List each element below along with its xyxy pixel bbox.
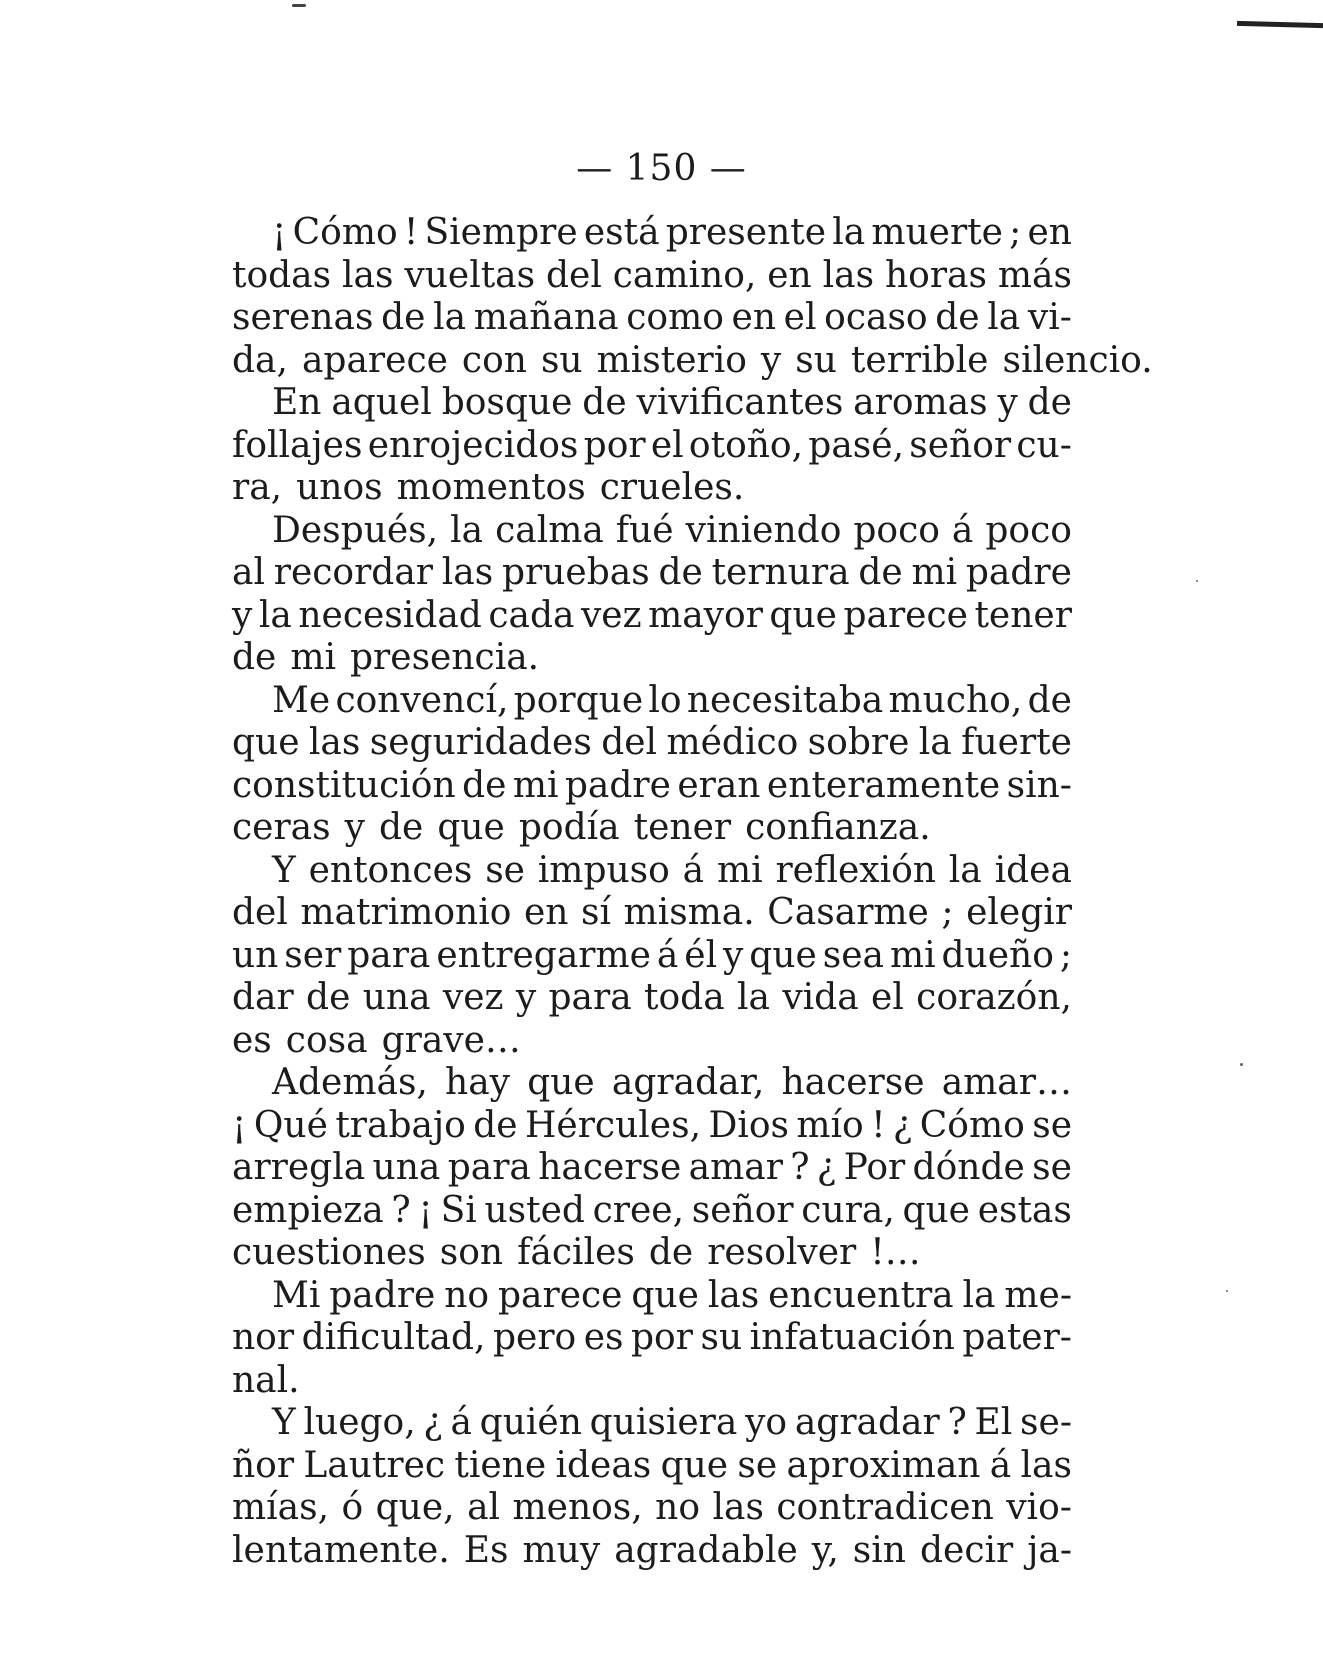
page-number: — 150 — (576, 148, 747, 189)
text-line: Y luego, ¿ á quién quisiera yo agradar ? El se- (272, 1402, 1072, 1443)
text-line: Mi padre no parece que las encuentra la me- (272, 1274, 1072, 1316)
ink-speck (1196, 580, 1198, 582)
text-line: ¡ Cómo ! Siempre está presente la muerte ; en (272, 212, 1072, 253)
text-line: mías, ó que, al menos, no las contradicen vio- (232, 1487, 1072, 1528)
text-line: dar de una vez y para toda la vida el corazón, (232, 977, 1072, 1018)
text-line: lentamente. Es muy agradable y, sin decir ja- (232, 1529, 1072, 1571)
text-line: ceras y de que podía tener confianza. (232, 807, 931, 848)
paragraph (232, 1402, 1072, 1572)
paragraph (232, 680, 1072, 850)
paragraph (232, 850, 1072, 1063)
text-line: Me convencí, porque lo necesitaba mucho, de (272, 679, 1072, 721)
text-line: da, aparece con su misterio y su terrible silencio. (232, 339, 1153, 381)
paragraph (232, 382, 1072, 510)
body-text (232, 212, 1153, 1572)
text-line: arregla una para hacerse amar ? ¿ Por dónde se (232, 1147, 1072, 1188)
text-line: Además, hay que agradar, hacerse amar… (272, 1062, 1072, 1103)
text-line: es cosa grave… (232, 1019, 521, 1061)
text-line: nor dificultad, pero es por su infatuación pater- (232, 1317, 1072, 1358)
ink-speck (1240, 1063, 1243, 1066)
text-line: ñor Lautrec tiene ideas que se aproximan á las (232, 1444, 1072, 1486)
text-line: nal. (232, 1359, 300, 1401)
text-line: de mi presencia. (232, 637, 540, 678)
text-line: cuestiones son fáciles de resolver !… (232, 1232, 921, 1273)
text-line: ¡ Qué trabajo de Hércules, Dios mío ! ¿ Cómo se (232, 1104, 1072, 1146)
page-edge-mark (1237, 21, 1323, 28)
text-line: ra, unos momentos crueles. (232, 467, 745, 508)
text-line: un ser para entregarme á él y que sea mi dueño ; (232, 934, 1072, 976)
paragraph (232, 510, 1072, 680)
text-line: follajes enrojecidos por el otoño, pasé, señor cu- (232, 424, 1072, 466)
text-line: al recordar las pruebas de ternura de mi padre (232, 552, 1072, 593)
paragraph (232, 1275, 1072, 1403)
text-line: En aquel bosque de vivificantes aromas y de (272, 382, 1072, 423)
text-line: todas las vueltas del camino, en las horas más (232, 254, 1072, 296)
text-line: constitución de mi padre eran enteramente sin- (232, 764, 1072, 806)
text-line: serenas de la mañana como en el ocaso de la vi- (232, 297, 1072, 338)
ink-speck (1226, 1290, 1228, 1292)
text-line: que las seguridades del médico sobre la fuerte (232, 722, 1072, 763)
text-line: Y entonces se impuso á mi reflexión la idea (272, 849, 1072, 891)
text-line: Después, la calma fué viniendo poco á poco (272, 509, 1072, 551)
text-line: y la necesidad cada vez mayor que parece tener (232, 594, 1072, 636)
text-line: empieza ? ¡ Si usted cree, señor cura, que estas (232, 1189, 1072, 1231)
paragraph (232, 1062, 1072, 1275)
ink-speck (292, 4, 306, 7)
paragraph (232, 212, 1153, 382)
text-line: del matrimonio en sí misma. Casarme ; elegir (232, 892, 1072, 933)
